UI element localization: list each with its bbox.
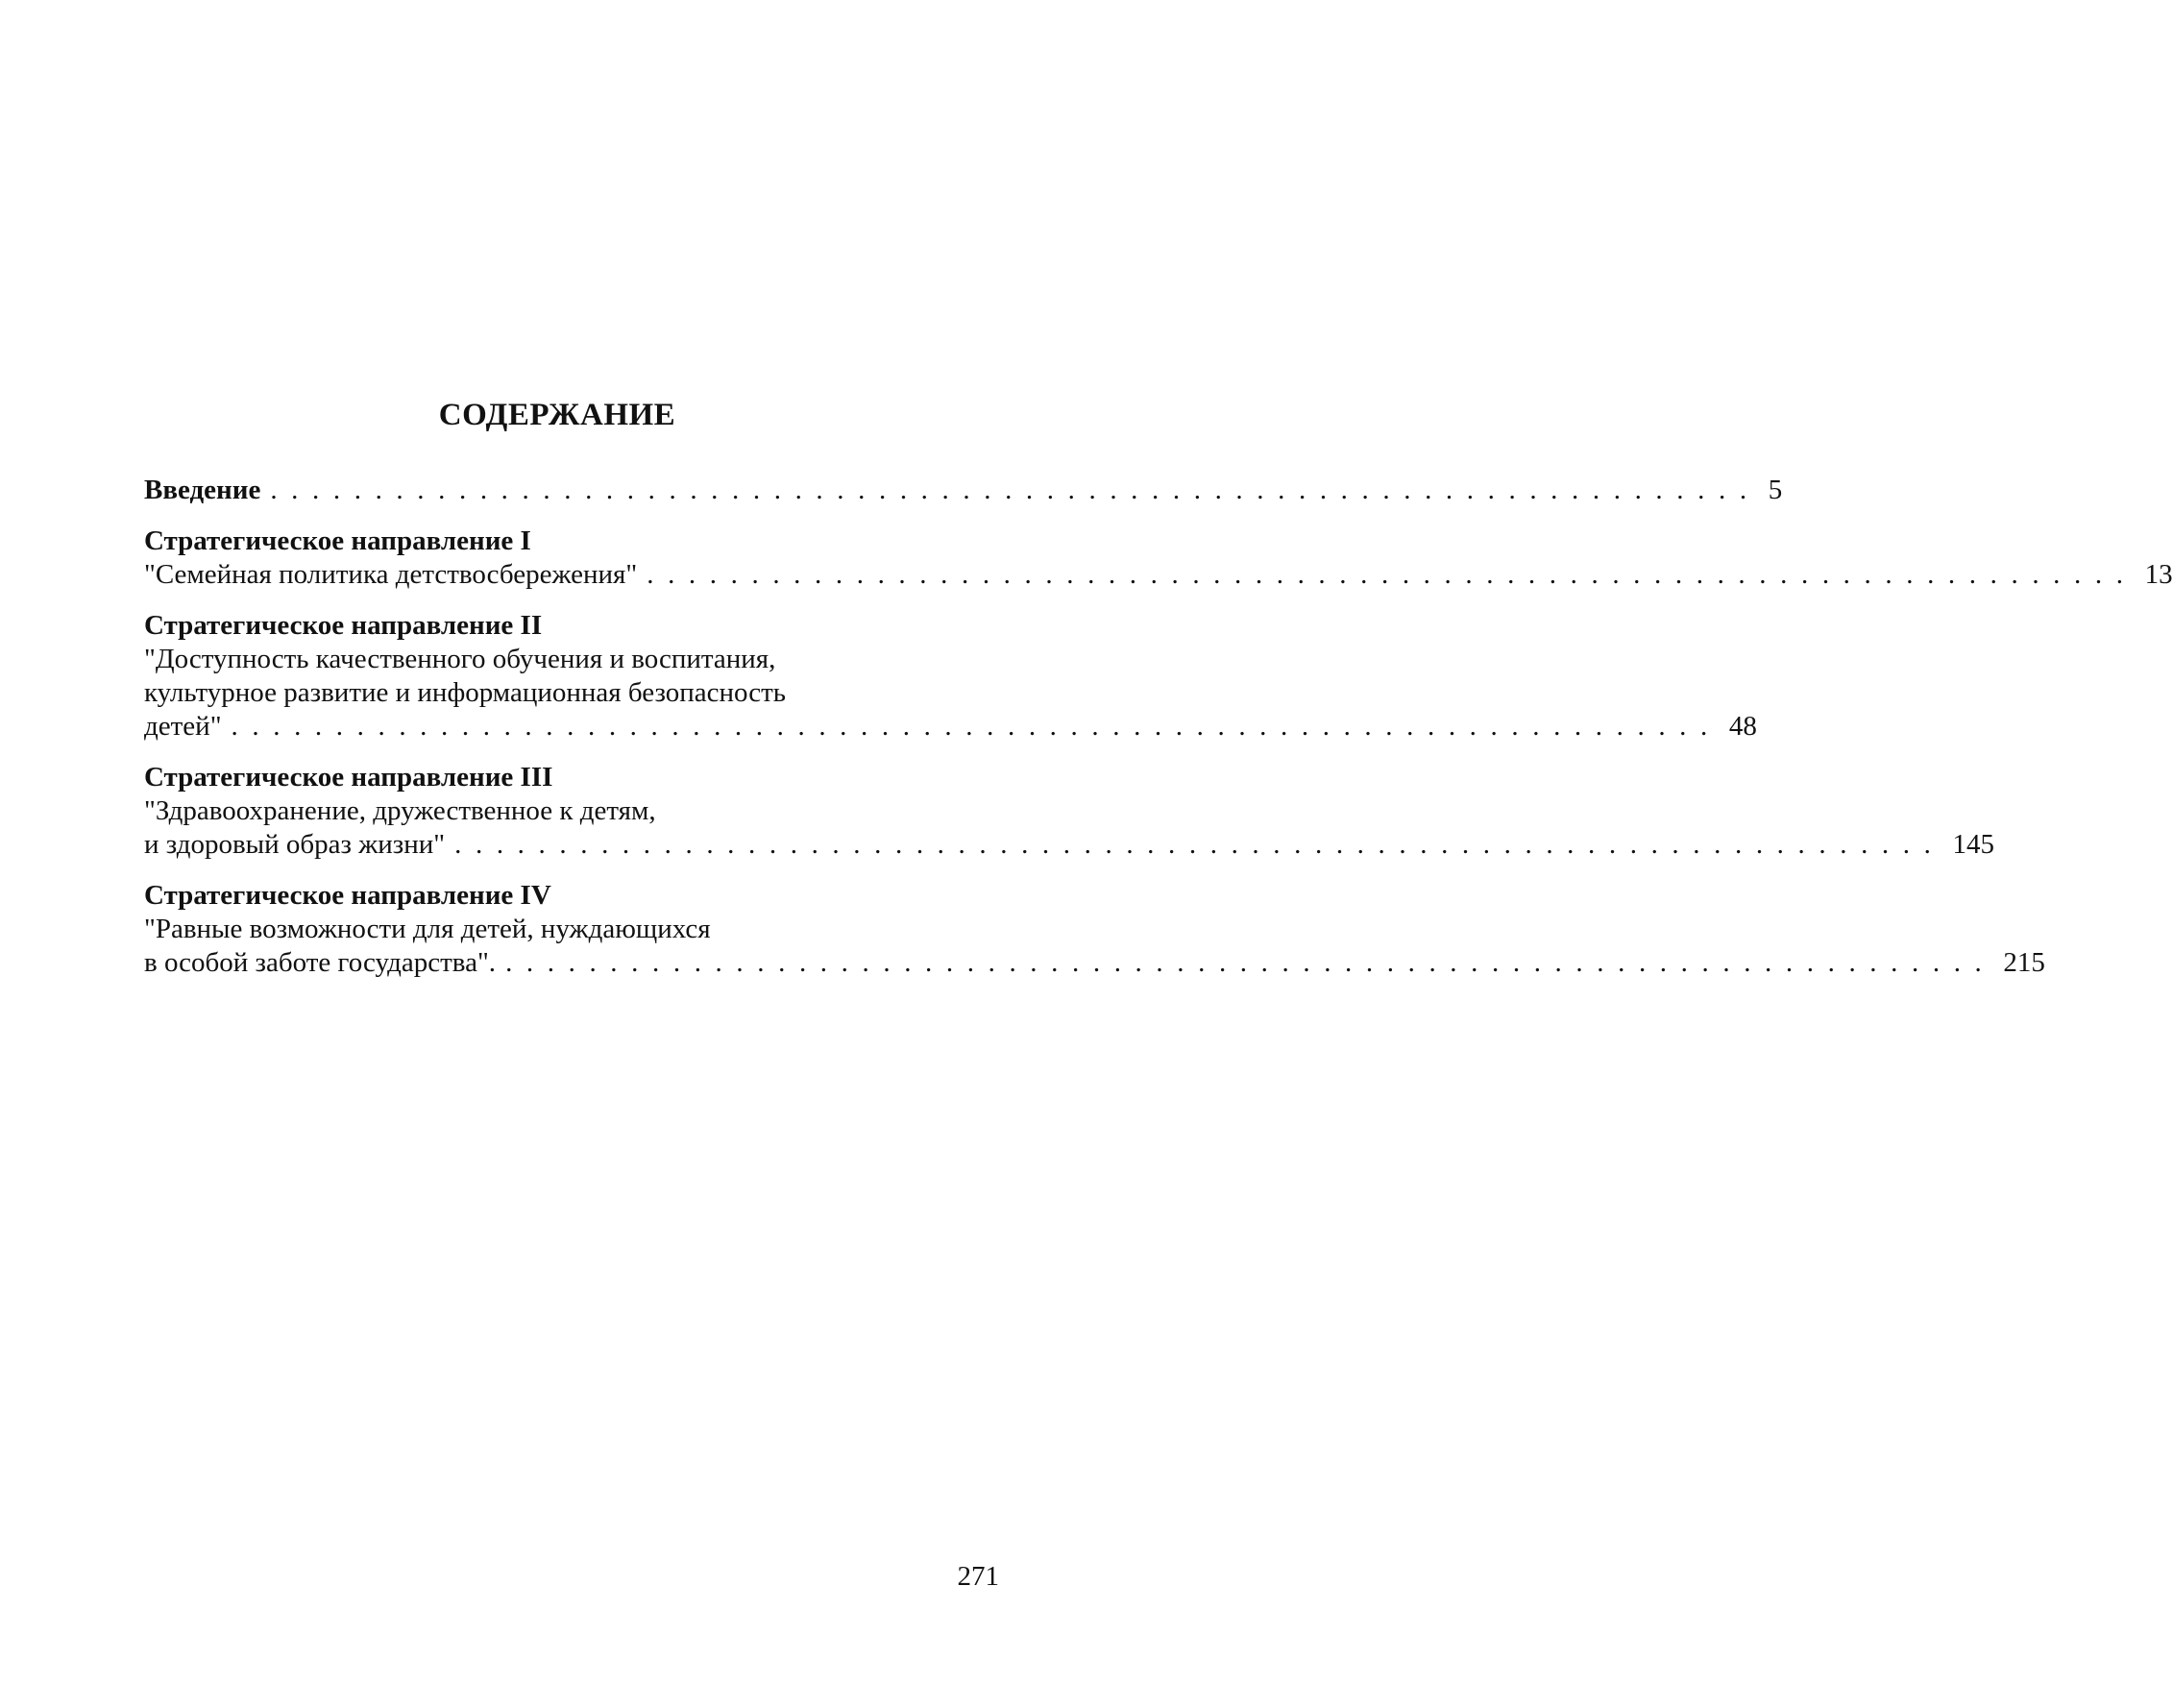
section-title-line: "Семейная политика детствосбережения" xyxy=(144,559,638,590)
toc-page-number: 48 xyxy=(1728,711,1757,742)
toc-line xyxy=(144,474,1783,507)
toc-entry-label: Введение xyxy=(144,475,261,505)
section-title-line: в особой заботе государства". xyxy=(144,947,497,978)
toc-line xyxy=(144,558,2173,592)
toc-line xyxy=(144,710,1757,744)
page-number: 271 xyxy=(957,1561,999,1592)
section-heading: Стратегическое направление I xyxy=(144,525,531,556)
section-title-line: "Здравоохранение, дружественное к детям, xyxy=(144,795,656,826)
dot-leader: ....................................................................... xyxy=(505,947,1996,978)
section-title-line: культурное развитие и информационная безопасность xyxy=(144,677,787,708)
toc-line xyxy=(144,946,2045,980)
toc-entry-section-2 xyxy=(144,609,1757,744)
dot-leader: ....................................................................... xyxy=(270,475,1761,505)
dot-leader: ....................................................................... xyxy=(647,559,2137,590)
section-heading: Стратегическое направление IV xyxy=(144,880,551,911)
table-of-contents xyxy=(144,474,2173,997)
section-title-line: и здоровый образ жизни" xyxy=(144,829,446,860)
toc-page-number: 13 xyxy=(2144,559,2173,590)
section-title-line: "Доступность качественного обучения и воспитания, xyxy=(144,644,776,674)
page-title: СОДЕРЖАНИЕ xyxy=(438,398,676,432)
toc-entry-section-3 xyxy=(144,761,1994,862)
toc-entry-section-1 xyxy=(144,525,2173,592)
toc-page-number: 5 xyxy=(1768,475,1783,505)
toc-page-number: 215 xyxy=(2003,947,2045,978)
dot-leader: ....................................................................... xyxy=(231,711,1721,742)
toc-page-number: 145 xyxy=(1952,829,1994,860)
section-title-line: "Равные возможности для детей, нуждающихся xyxy=(144,914,711,944)
toc-entry-section-4 xyxy=(144,879,2045,980)
section-title-line: детей" xyxy=(144,711,222,742)
dot-leader: ....................................................................... xyxy=(454,829,1945,860)
section-heading: Стратегическое направление III xyxy=(144,762,553,793)
section-heading: Стратегическое направление II xyxy=(144,610,543,641)
toc-line xyxy=(144,828,1994,862)
toc-entry-intro xyxy=(144,474,1783,507)
